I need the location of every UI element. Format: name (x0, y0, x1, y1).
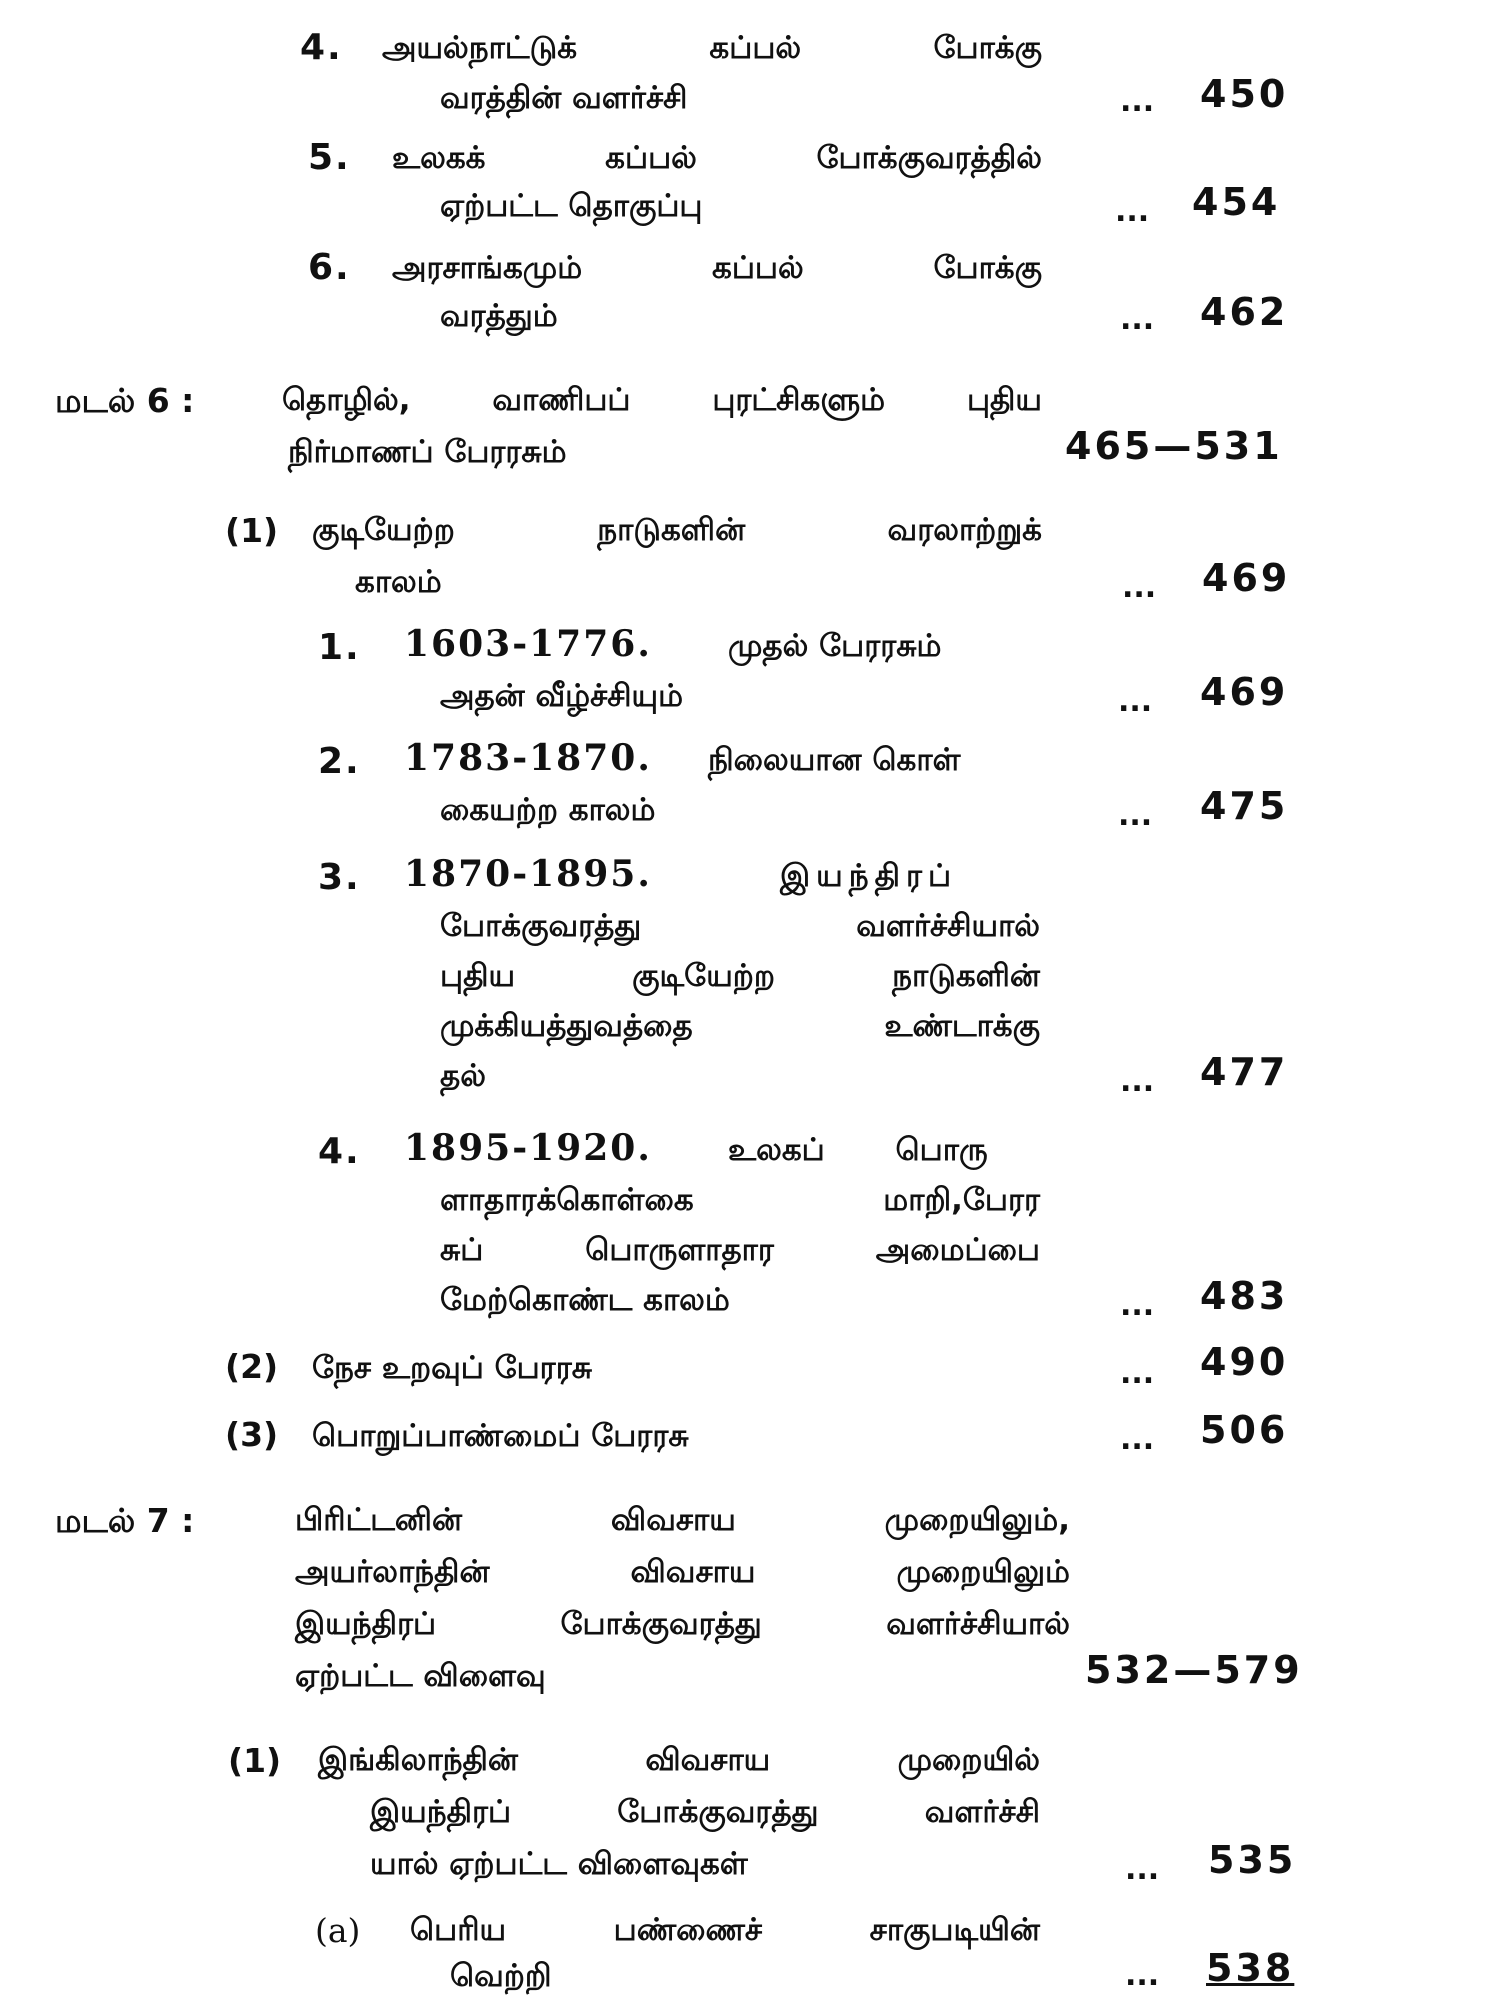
page-number: 475 (1200, 784, 1289, 828)
leader-dots: ... (1115, 194, 1150, 229)
subsection-title: நேச உறவுப் பேரரசு (312, 1350, 592, 1386)
leader-dots: ... (1120, 1422, 1155, 1457)
subsection-title: பொறுப்பாண்மைப் பேரரசு (312, 1418, 689, 1454)
entry-title-line: ளாதாரக்கொள்கை மாறி,பேரர (440, 1182, 1040, 1218)
year-range: 1783-1870. (404, 737, 652, 779)
leader-dots: ... (1125, 1958, 1160, 1993)
chapter-title-line: பிரிட்டனின் விவசாய முறையிலும், (295, 1502, 1070, 1538)
leader-dots: ... (1118, 684, 1153, 719)
page-range: 465—531 (1065, 424, 1283, 468)
entry-title-line: வரத்தும் (440, 298, 558, 334)
page-number: 483 (1200, 1274, 1289, 1318)
entry-title-line: முதல் பேரரசும் (728, 628, 942, 664)
subsection-label: (3) (225, 1415, 279, 1454)
subsection-title-line: குடியேற்ற நாடுகளின் வரலாற்றுக் (312, 512, 1042, 548)
entry-number: 5. (308, 137, 351, 178)
entry-title-line: நிலையான கொள் (708, 742, 961, 778)
page-number: 469 (1202, 556, 1291, 600)
subsection-label: (1) (228, 1741, 282, 1780)
subsection-label: (a) (315, 1911, 361, 1950)
page-range: 532—579 (1085, 1648, 1303, 1692)
entry-title-line: போக்குவரத்து வளர்ச்சியால் (440, 908, 1040, 944)
page-number: 450 (1200, 72, 1289, 116)
subsection-label: (1) (225, 511, 279, 550)
chapter-title-line: இயந்திரப் போக்குவரத்து வளர்ச்சியால் (295, 1606, 1070, 1642)
page-number: 538 (1206, 1946, 1295, 1990)
leader-dots: ... (1125, 1852, 1160, 1887)
entry-title-line: அரசாங்கமும் கப்பல் போக்கு (392, 250, 1042, 286)
entry-title-line: இயந்திரப் (780, 858, 958, 894)
entry-title-line: தல் (440, 1058, 486, 1094)
page-number: 454 (1192, 180, 1281, 224)
entry-number: 4. (300, 27, 343, 68)
entry-title-line: உலகப் பொரு (728, 1132, 988, 1168)
leader-dots: ... (1118, 798, 1153, 833)
year-range: 1895-1920. (404, 1127, 652, 1169)
chapter-title-line: நிர்மாணப் பேரரசும் (288, 434, 567, 470)
leader-dots: ... (1120, 1356, 1155, 1391)
entry-title-line: மேற்கொண்ட காலம் (440, 1282, 730, 1318)
subsection-title-line: வெற்றி (450, 1958, 552, 1994)
subsection-title-line: இயந்திரப் போக்குவரத்து வளர்ச்சி (370, 1794, 1040, 1830)
chapter-title-line: அயர்லாந்தின் விவசாய முறையிலும் (295, 1554, 1070, 1590)
leader-dots: ... (1120, 302, 1155, 337)
page-number: 477 (1200, 1050, 1289, 1094)
entry-title-line: அதன் வீழ்ச்சியும் (440, 678, 684, 714)
subsection-label: (2) (225, 1347, 279, 1386)
entry-title-line: வரத்தின் வளர்ச்சி (440, 80, 688, 116)
entry-number: 1. (318, 627, 361, 668)
entry-title-line: முக்கியத்துவத்தை உண்டாக்கு (440, 1008, 1040, 1044)
entry-number: 4. (318, 1131, 361, 1172)
chapter-label: மடல் 7 : (55, 1501, 195, 1540)
chapter-label: மடல் 6 : (55, 381, 195, 420)
entry-number: 6. (308, 247, 351, 288)
leader-dots: ... (1122, 570, 1157, 605)
page-number: 506 (1200, 1408, 1289, 1452)
subsection-title-line: இங்கிலாந்தின் விவசாய முறையில் (318, 1742, 1040, 1778)
page-number: 462 (1200, 290, 1289, 334)
leader-dots: ... (1120, 1288, 1155, 1323)
entry-number: 2. (318, 741, 361, 782)
entry-title-line: அயல்நாட்டுக் கப்பல் போக்கு (382, 30, 1042, 66)
chapter-title-line: தொழில், வாணிபப் புரட்சிகளும் புதிய (282, 382, 1042, 418)
page-number: 490 (1200, 1340, 1289, 1384)
leader-dots: ... (1120, 84, 1155, 119)
entry-title-line: ஏற்பட்ட தொகுப்பு (440, 188, 703, 224)
year-range: 1603-1776. (404, 623, 652, 665)
entry-title-line: சுப் பொருளாதார அமைப்பை (440, 1232, 1040, 1268)
entry-title-line: உலகக் கப்பல் போக்குவரத்தில் (392, 140, 1042, 176)
entry-title-line: புதிய குடியேற்ற நாடுகளின் (440, 958, 1040, 994)
chapter-title-line: ஏற்பட்ட விளைவு (295, 1658, 546, 1694)
page-number: 535 (1208, 1838, 1297, 1882)
year-range: 1870-1895. (404, 853, 652, 895)
subsection-title-line: காலம் (355, 564, 442, 600)
page-number: 469 (1200, 670, 1289, 714)
subsection-title-line: யால் ஏற்பட்ட விளைவுகள் (370, 1846, 748, 1882)
entry-number: 3. (318, 857, 361, 898)
subsection-title-line: பெரிய பண்ணைச் சாகுபடியின் (410, 1912, 1040, 1948)
entry-title-line: கையற்ற காலம் (440, 792, 656, 828)
leader-dots: ... (1120, 1064, 1155, 1099)
